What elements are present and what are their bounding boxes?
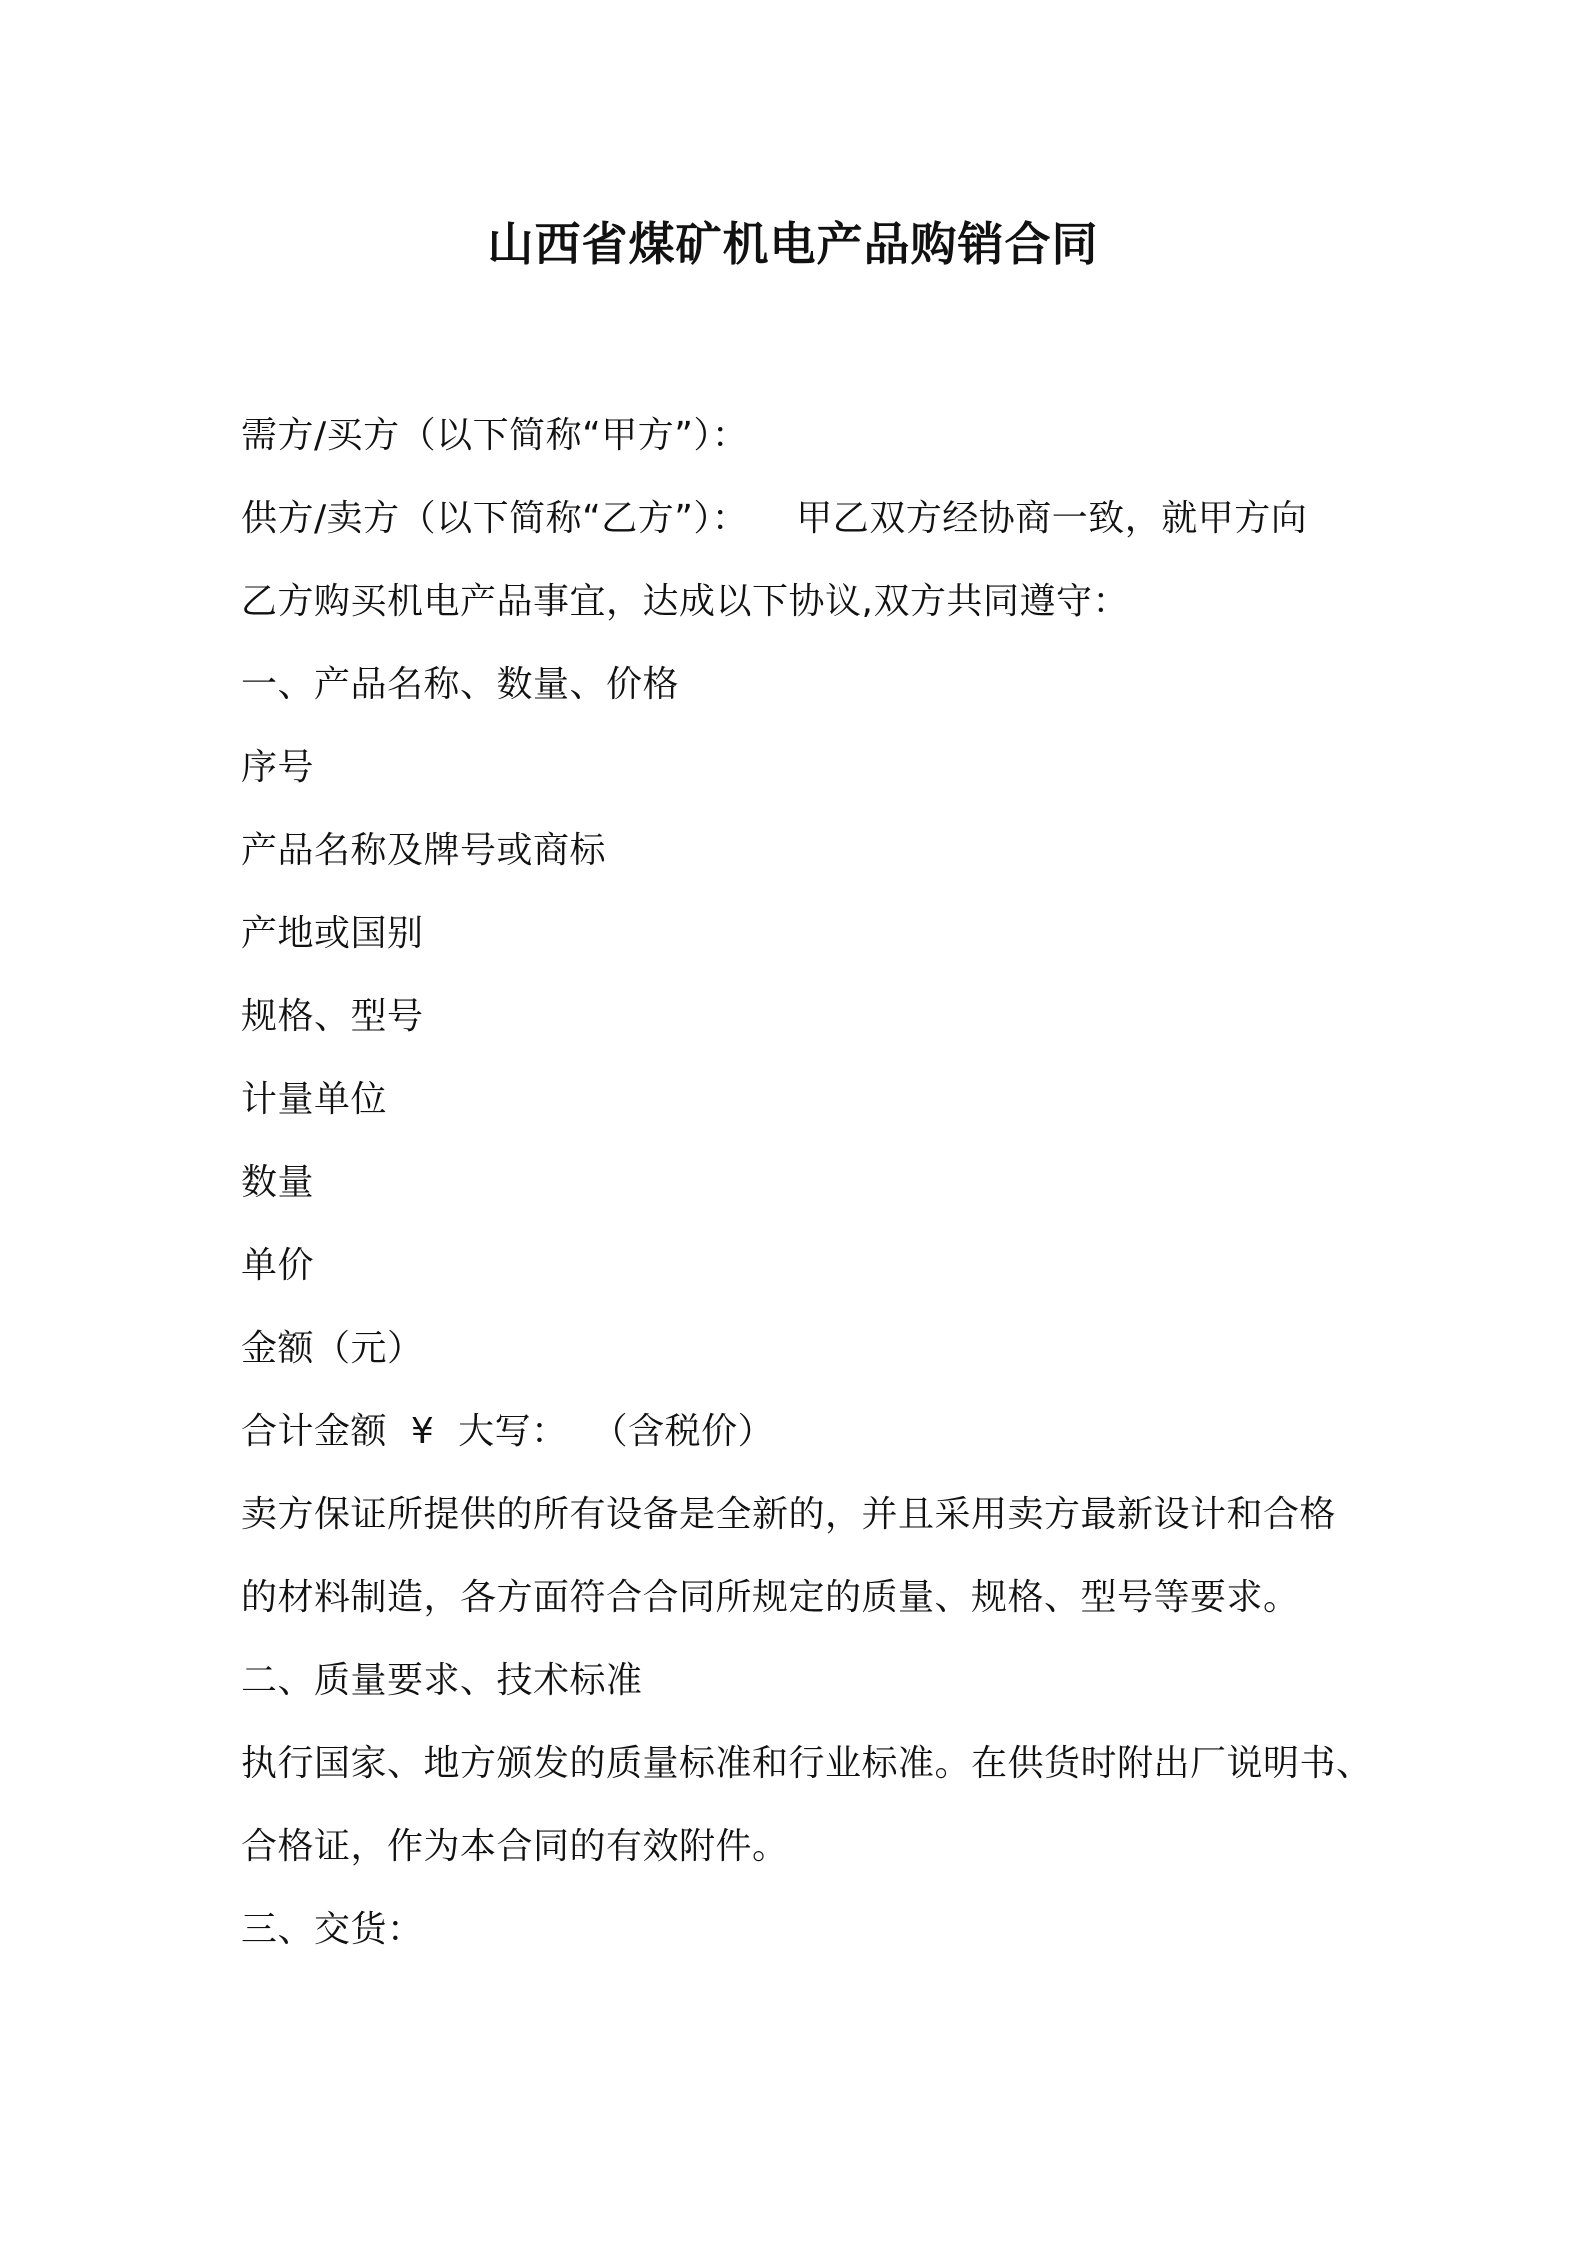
field-specification: 规格、型号 — [241, 996, 424, 1037]
warranty-line-1: 卖方保证所提供的所有设备是全新的，并且采用卖方最新设计和合格 — [241, 1494, 1337, 1535]
field-product-name: 产品名称及牌号或商标 — [241, 830, 607, 871]
standards-line-1: 执行国家、地方颁发的质量标准和行业标准。在供货时附出厂说明书、 — [241, 1743, 1373, 1784]
field-unit-price: 单价 — [241, 1245, 315, 1286]
field-serial-number: 序号 — [241, 747, 315, 788]
agreement-line: 乙方购买机电产品事宜，达成以下协议,双方共同遵守： — [241, 581, 1129, 622]
warranty-line-2: 的材料制造，各方面符合合同所规定的质量、规格、型号等要求。 — [241, 1577, 1300, 1618]
field-quantity: 数量 — [241, 1162, 315, 1203]
section-2-heading: 二、质量要求、技术标准 — [241, 1660, 643, 1701]
standards-line-2: 合格证，作为本合同的有效附件。 — [241, 1826, 789, 1867]
buyer-line: 需方/买方（以下简称“甲方”）： — [241, 415, 749, 456]
section-1-heading: 一、产品名称、数量、价格 — [241, 664, 680, 705]
document-title: 山西省煤矿机电产品购销合同 — [487, 217, 1099, 271]
section-3-heading: 三、交货： — [241, 1909, 424, 1950]
field-unit: 计量单位 — [241, 1079, 388, 1120]
total-amount-line: 合计金额 ¥ 大写： （含税价） — [241, 1411, 775, 1452]
field-origin: 产地或国别 — [241, 913, 424, 954]
seller-line: 供方/卖方（以下简称“乙方”）： 甲乙双方经协商一致，就甲方向 — [241, 498, 1308, 539]
field-amount: 金额（元） — [241, 1328, 424, 1369]
